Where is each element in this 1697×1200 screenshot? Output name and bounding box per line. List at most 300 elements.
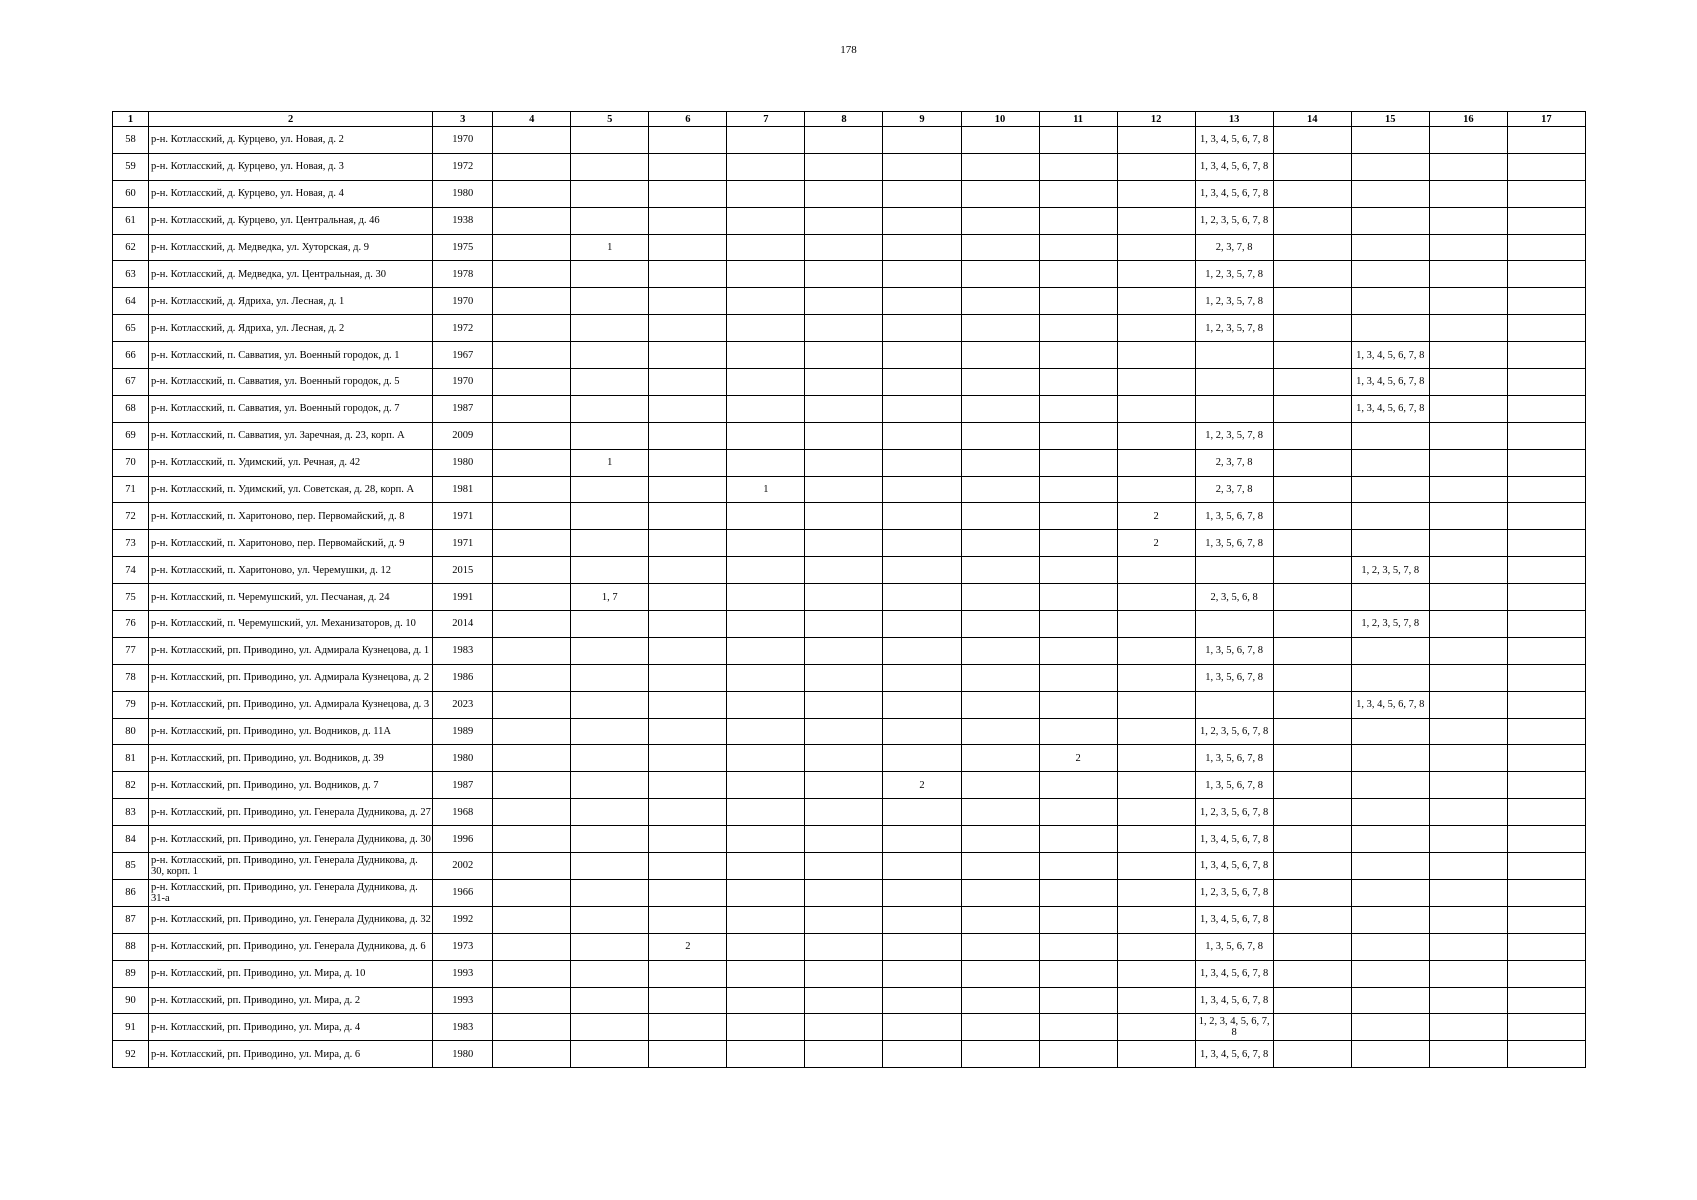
table-cell: [1273, 422, 1351, 449]
table-cell: [1273, 207, 1351, 234]
address-cell: р-н. Котласский, д. Курцево, ул. Новая, д. 2: [149, 127, 433, 154]
table-row: [113, 288, 1586, 315]
table-row: [113, 234, 1586, 261]
year-cell: 2015: [433, 557, 493, 584]
table-cell: [961, 369, 1039, 396]
table-cell: [961, 503, 1039, 530]
table-cell: [1507, 153, 1585, 180]
table-cell: [1351, 745, 1429, 772]
table-cell: [1351, 449, 1429, 476]
table-cell: [727, 637, 805, 664]
table-cell: [883, 557, 961, 584]
table-cell: [1507, 234, 1585, 261]
table-cell: [883, 826, 961, 853]
table-cell: [961, 234, 1039, 261]
table-cell: [649, 127, 727, 154]
address-cell: р-н. Котласский, д. Медведка, ул. Центральная, д. 30: [149, 261, 433, 288]
table-cell: 1, 2, 3, 5, 7, 8: [1195, 288, 1273, 315]
row-number-cell: 78: [113, 664, 149, 691]
table-cell: 1, 3, 5, 6, 7, 8: [1195, 637, 1273, 664]
address-cell: р-н. Котласский, рп. Приводино, ул. Мира, д. 4: [149, 1014, 433, 1041]
table-row: [113, 207, 1586, 234]
table-cell: [1429, 207, 1507, 234]
table-cell: [1507, 395, 1585, 422]
table-row: [113, 933, 1586, 960]
row-number-cell: 83: [113, 799, 149, 826]
table-cell: [883, 153, 961, 180]
table-cell: 1, 3, 4, 5, 6, 7, 8: [1195, 960, 1273, 987]
table-cell: [1039, 127, 1117, 154]
table-cell: [883, 449, 961, 476]
year-cell: 1980: [433, 745, 493, 772]
table-cell: [805, 342, 883, 369]
table-cell: [1429, 906, 1507, 933]
table-cell: [1429, 745, 1507, 772]
table-cell: [961, 772, 1039, 799]
table-cell: 1, 2, 3, 5, 6, 7, 8: [1195, 799, 1273, 826]
table-cell: [493, 611, 571, 638]
table-cell: [727, 207, 805, 234]
table-cell: [1117, 611, 1195, 638]
table-cell: 1, 3, 5, 6, 7, 8: [1195, 530, 1273, 557]
table-cell: [805, 207, 883, 234]
table-cell: [571, 395, 649, 422]
address-cell: р-н. Котласский, п. Савватия, ул. Заречная, д. 23, корп. А: [149, 422, 433, 449]
table-cell: [1273, 879, 1351, 906]
table-row: [113, 530, 1586, 557]
table-cell: [649, 153, 727, 180]
table-cell: 1, 3, 4, 5, 6, 7, 8: [1195, 153, 1273, 180]
table-cell: [1507, 879, 1585, 906]
row-number-cell: 65: [113, 315, 149, 342]
table-row: [113, 745, 1586, 772]
table-cell: [1429, 826, 1507, 853]
column-header: 15: [1351, 112, 1429, 127]
table-cell: [571, 960, 649, 987]
table-cell: 1, 2, 3, 5, 7, 8: [1351, 557, 1429, 584]
address-cell: р-н. Котласский, рп. Приводино, ул. Генерала Дудникова, д. 30, корп. 1: [149, 853, 433, 880]
year-cell: 1972: [433, 315, 493, 342]
table-cell: 1, 3, 4, 5, 6, 7, 8: [1195, 127, 1273, 154]
table-body: [113, 127, 1586, 1068]
row-number-cell: 81: [113, 745, 149, 772]
table-cell: [805, 611, 883, 638]
table-cell: [1507, 637, 1585, 664]
table-cell: [571, 180, 649, 207]
table-cell: [493, 933, 571, 960]
table-cell: [805, 1014, 883, 1041]
table-cell: [1117, 879, 1195, 906]
table-cell: 1, 3, 4, 5, 6, 7, 8: [1195, 1041, 1273, 1068]
table-cell: [1351, 879, 1429, 906]
table-cell: [493, 369, 571, 396]
table-cell: [1351, 261, 1429, 288]
table-row: [113, 826, 1586, 853]
table-cell: [1273, 449, 1351, 476]
table-cell: [571, 127, 649, 154]
table-cell: [1429, 342, 1507, 369]
table-cell: [1429, 799, 1507, 826]
table-cell: [493, 530, 571, 557]
table-cell: 1, 3, 4, 5, 6, 7, 8: [1351, 342, 1429, 369]
table-cell: [1117, 395, 1195, 422]
table-row: [113, 557, 1586, 584]
table-cell: [649, 369, 727, 396]
year-cell: 1972: [433, 153, 493, 180]
column-header: 8: [805, 112, 883, 127]
table-cell: [1117, 799, 1195, 826]
table-cell: [883, 369, 961, 396]
table-row: [113, 315, 1586, 342]
table-cell: [571, 826, 649, 853]
table-cell: [493, 449, 571, 476]
table-cell: [961, 342, 1039, 369]
row-number-cell: 91: [113, 1014, 149, 1041]
table-cell: [1273, 987, 1351, 1014]
table-cell: [1351, 503, 1429, 530]
table-cell: [649, 584, 727, 611]
table-cell: [1273, 127, 1351, 154]
address-cell: р-н. Котласский, п. Удимский, ул. Речная, д. 42: [149, 449, 433, 476]
table-cell: [1351, 987, 1429, 1014]
row-number-cell: 79: [113, 691, 149, 718]
table-cell: [1351, 207, 1429, 234]
table-cell: [1039, 906, 1117, 933]
table-cell: [1507, 261, 1585, 288]
table-cell: [649, 826, 727, 853]
address-cell: р-н. Котласский, рп. Приводино, ул. Генерала Дудникова, д. 31-а: [149, 879, 433, 906]
table-cell: [1273, 637, 1351, 664]
table-cell: [805, 234, 883, 261]
table-cell: [1429, 718, 1507, 745]
table-cell: [883, 879, 961, 906]
table-cell: [1507, 288, 1585, 315]
table-cell: [727, 234, 805, 261]
table-cell: [1273, 1041, 1351, 1068]
year-cell: 2009: [433, 422, 493, 449]
table-cell: [1507, 1014, 1585, 1041]
table-cell: [883, 342, 961, 369]
table-cell: [1117, 906, 1195, 933]
table-cell: [727, 879, 805, 906]
table-cell: [571, 637, 649, 664]
table-cell: [727, 395, 805, 422]
table-cell: [805, 153, 883, 180]
table-cell: [805, 799, 883, 826]
table-cell: [1273, 342, 1351, 369]
table-cell: [1351, 584, 1429, 611]
table-cell: [727, 449, 805, 476]
table-cell: [493, 288, 571, 315]
table-cell: [1039, 180, 1117, 207]
address-cell: р-н. Котласский, д. Ядриха, ул. Лесная, д. 1: [149, 288, 433, 315]
table-row: [113, 1014, 1586, 1041]
table-cell: [961, 422, 1039, 449]
year-cell: 1980: [433, 180, 493, 207]
table-cell: [493, 826, 571, 853]
table-cell: [883, 288, 961, 315]
row-number-cell: 90: [113, 987, 149, 1014]
table-cell: [571, 799, 649, 826]
table-cell: [649, 261, 727, 288]
table-cell: [1507, 611, 1585, 638]
table-row: [113, 180, 1586, 207]
table-cell: [961, 933, 1039, 960]
table-cell: [727, 315, 805, 342]
table-cell: [883, 530, 961, 557]
table-cell: [1039, 987, 1117, 1014]
table-cell: [571, 153, 649, 180]
table-cell: 1, 7: [571, 584, 649, 611]
table-cell: [1039, 933, 1117, 960]
table-cell: [1507, 1041, 1585, 1068]
table-cell: [649, 772, 727, 799]
table-cell: [883, 584, 961, 611]
table-cell: [1351, 1041, 1429, 1068]
table-cell: [1273, 960, 1351, 987]
table-cell: [649, 691, 727, 718]
year-cell: 1966: [433, 879, 493, 906]
table-cell: [727, 933, 805, 960]
page-number: 178: [840, 44, 857, 56]
row-number-cell: 58: [113, 127, 149, 154]
table-cell: [1429, 315, 1507, 342]
table-cell: [1351, 826, 1429, 853]
row-number-cell: 80: [113, 718, 149, 745]
table-cell: [571, 987, 649, 1014]
table-cell: [1429, 449, 1507, 476]
column-header: 1: [113, 112, 149, 127]
table-cell: [649, 1041, 727, 1068]
table-cell: [805, 288, 883, 315]
row-number-cell: 89: [113, 960, 149, 987]
table-cell: [1117, 933, 1195, 960]
table-row: [113, 584, 1586, 611]
column-header: 9: [883, 112, 961, 127]
year-cell: 1980: [433, 449, 493, 476]
table-cell: [493, 503, 571, 530]
table-cell: [649, 745, 727, 772]
table-cell: [1429, 503, 1507, 530]
table-cell: [493, 637, 571, 664]
table-cell: [805, 1041, 883, 1068]
table-cell: [961, 826, 1039, 853]
table-cell: [1429, 637, 1507, 664]
table-cell: [1039, 584, 1117, 611]
table-cell: [961, 557, 1039, 584]
table-cell: 2, 3, 7, 8: [1195, 449, 1273, 476]
table-cell: [1429, 395, 1507, 422]
table-cell: [805, 557, 883, 584]
year-cell: 1986: [433, 664, 493, 691]
row-number-cell: 85: [113, 853, 149, 880]
table-cell: [883, 987, 961, 1014]
table-cell: [727, 369, 805, 396]
table-cell: [883, 906, 961, 933]
table-cell: [727, 772, 805, 799]
table-cell: [805, 745, 883, 772]
address-cell: р-н. Котласский, п. Харитоново, пер. Первомайский, д. 9: [149, 530, 433, 557]
table-row: [113, 853, 1586, 880]
table-cell: [493, 1041, 571, 1068]
year-cell: 1970: [433, 288, 493, 315]
table-cell: [805, 960, 883, 987]
table-cell: [1117, 718, 1195, 745]
table-cell: [727, 987, 805, 1014]
table-cell: [727, 530, 805, 557]
table-cell: 2: [883, 772, 961, 799]
table-row: [113, 664, 1586, 691]
table-cell: [493, 342, 571, 369]
row-number-cell: 82: [113, 772, 149, 799]
table-cell: [961, 745, 1039, 772]
table-cell: [1507, 207, 1585, 234]
table-cell: [1273, 261, 1351, 288]
table-cell: [883, 315, 961, 342]
address-cell: р-н. Котласский, д. Курцево, ул. Новая, д. 4: [149, 180, 433, 207]
table-cell: [727, 342, 805, 369]
table-cell: [805, 503, 883, 530]
address-cell: р-н. Котласский, рп. Приводино, ул. Водников, д. 39: [149, 745, 433, 772]
table-cell: [727, 664, 805, 691]
table-cell: [649, 207, 727, 234]
table-cell: [649, 180, 727, 207]
table-cell: [493, 987, 571, 1014]
table-cell: [727, 127, 805, 154]
table-cell: 1, 2, 3, 5, 7, 8: [1195, 315, 1273, 342]
table-cell: [1039, 503, 1117, 530]
table-cell: [1351, 530, 1429, 557]
table-cell: [1429, 879, 1507, 906]
table-cell: [961, 611, 1039, 638]
table-cell: [805, 369, 883, 396]
table-cell: [961, 1014, 1039, 1041]
column-header: 6: [649, 112, 727, 127]
table-cell: [883, 234, 961, 261]
table-cell: [805, 584, 883, 611]
table-cell: [1351, 1014, 1429, 1041]
table-row: [113, 261, 1586, 288]
table-cell: [961, 127, 1039, 154]
address-cell: р-н. Котласский, рп. Приводино, ул. Генерала Дудникова, д. 30: [149, 826, 433, 853]
table-cell: [649, 718, 727, 745]
table-cell: [571, 342, 649, 369]
table-cell: [1039, 422, 1117, 449]
table-cell: [571, 664, 649, 691]
table-cell: [805, 718, 883, 745]
table-cell: [805, 691, 883, 718]
table-cell: [1273, 772, 1351, 799]
table-row: [113, 879, 1586, 906]
table-cell: [961, 180, 1039, 207]
table-cell: [493, 879, 571, 906]
table-cell: [571, 557, 649, 584]
table-cell: [1273, 853, 1351, 880]
table-cell: [1351, 933, 1429, 960]
table-cell: [805, 476, 883, 503]
address-cell: р-н. Котласский, п. Черемушский, ул. Песчаная, д. 24: [149, 584, 433, 611]
table-cell: [1429, 557, 1507, 584]
table-cell: [805, 395, 883, 422]
table-cell: [805, 127, 883, 154]
table-cell: [1273, 799, 1351, 826]
table-cell: [1273, 906, 1351, 933]
table-cell: [961, 718, 1039, 745]
table-cell: [493, 960, 571, 987]
table-cell: [883, 395, 961, 422]
table-cell: [805, 826, 883, 853]
table-cell: [727, 557, 805, 584]
table-cell: 1, 2, 3, 5, 7, 8: [1195, 422, 1273, 449]
table-row: [113, 422, 1586, 449]
table-cell: [1507, 853, 1585, 880]
address-cell: р-н. Котласский, рп. Приводино, ул. Адмирала Кузнецова, д. 3: [149, 691, 433, 718]
table-cell: [493, 1014, 571, 1041]
table-cell: [1273, 234, 1351, 261]
table-row: [113, 476, 1586, 503]
table-cell: [1273, 180, 1351, 207]
table-cell: [1039, 234, 1117, 261]
table-cell: [571, 611, 649, 638]
table-cell: [961, 395, 1039, 422]
table-cell: [727, 422, 805, 449]
table-cell: [1039, 637, 1117, 664]
table-cell: [1039, 664, 1117, 691]
table-cell: [961, 799, 1039, 826]
column-header: 16: [1429, 112, 1507, 127]
table-cell: [1429, 611, 1507, 638]
table-cell: 1: [727, 476, 805, 503]
address-cell: р-н. Котласский, рп. Приводино, ул. Мира, д. 6: [149, 1041, 433, 1068]
table-cell: [571, 261, 649, 288]
table-cell: [1039, 342, 1117, 369]
register-table: [112, 111, 1586, 1068]
table-cell: 1, 3, 4, 5, 6, 7, 8: [1195, 826, 1273, 853]
table-row: [113, 395, 1586, 422]
table-cell: [961, 288, 1039, 315]
table-cell: [649, 987, 727, 1014]
table-cell: [1507, 960, 1585, 987]
table-cell: [1429, 476, 1507, 503]
table-cell: [727, 826, 805, 853]
table-cell: [649, 557, 727, 584]
table-cell: 1, 2, 3, 5, 7, 8: [1351, 611, 1429, 638]
table-cell: [1507, 664, 1585, 691]
table-cell: [1117, 960, 1195, 987]
table-cell: [649, 234, 727, 261]
table-cell: [649, 1014, 727, 1041]
table-cell: [805, 664, 883, 691]
table-row: [113, 611, 1586, 638]
table-cell: 1, 3, 4, 5, 6, 7, 8: [1195, 180, 1273, 207]
table-cell: [649, 342, 727, 369]
table-cell: [649, 799, 727, 826]
row-number-cell: 86: [113, 879, 149, 906]
table-row: [113, 342, 1586, 369]
table-cell: [1507, 799, 1585, 826]
row-number-cell: 84: [113, 826, 149, 853]
address-cell: р-н. Котласский, п. Савватия, ул. Военный городок, д. 1: [149, 342, 433, 369]
table-cell: [1039, 288, 1117, 315]
year-cell: 1993: [433, 960, 493, 987]
table-cell: [649, 611, 727, 638]
table-cell: [961, 664, 1039, 691]
table-cell: 1, 3, 4, 5, 6, 7, 8: [1195, 853, 1273, 880]
address-cell: р-н. Котласский, д. Курцево, ул. Центральная, д. 46: [149, 207, 433, 234]
year-cell: 1987: [433, 772, 493, 799]
address-cell: р-н. Котласский, рп. Приводино, ул. Адмирала Кузнецова, д. 2: [149, 664, 433, 691]
table-row: [113, 987, 1586, 1014]
